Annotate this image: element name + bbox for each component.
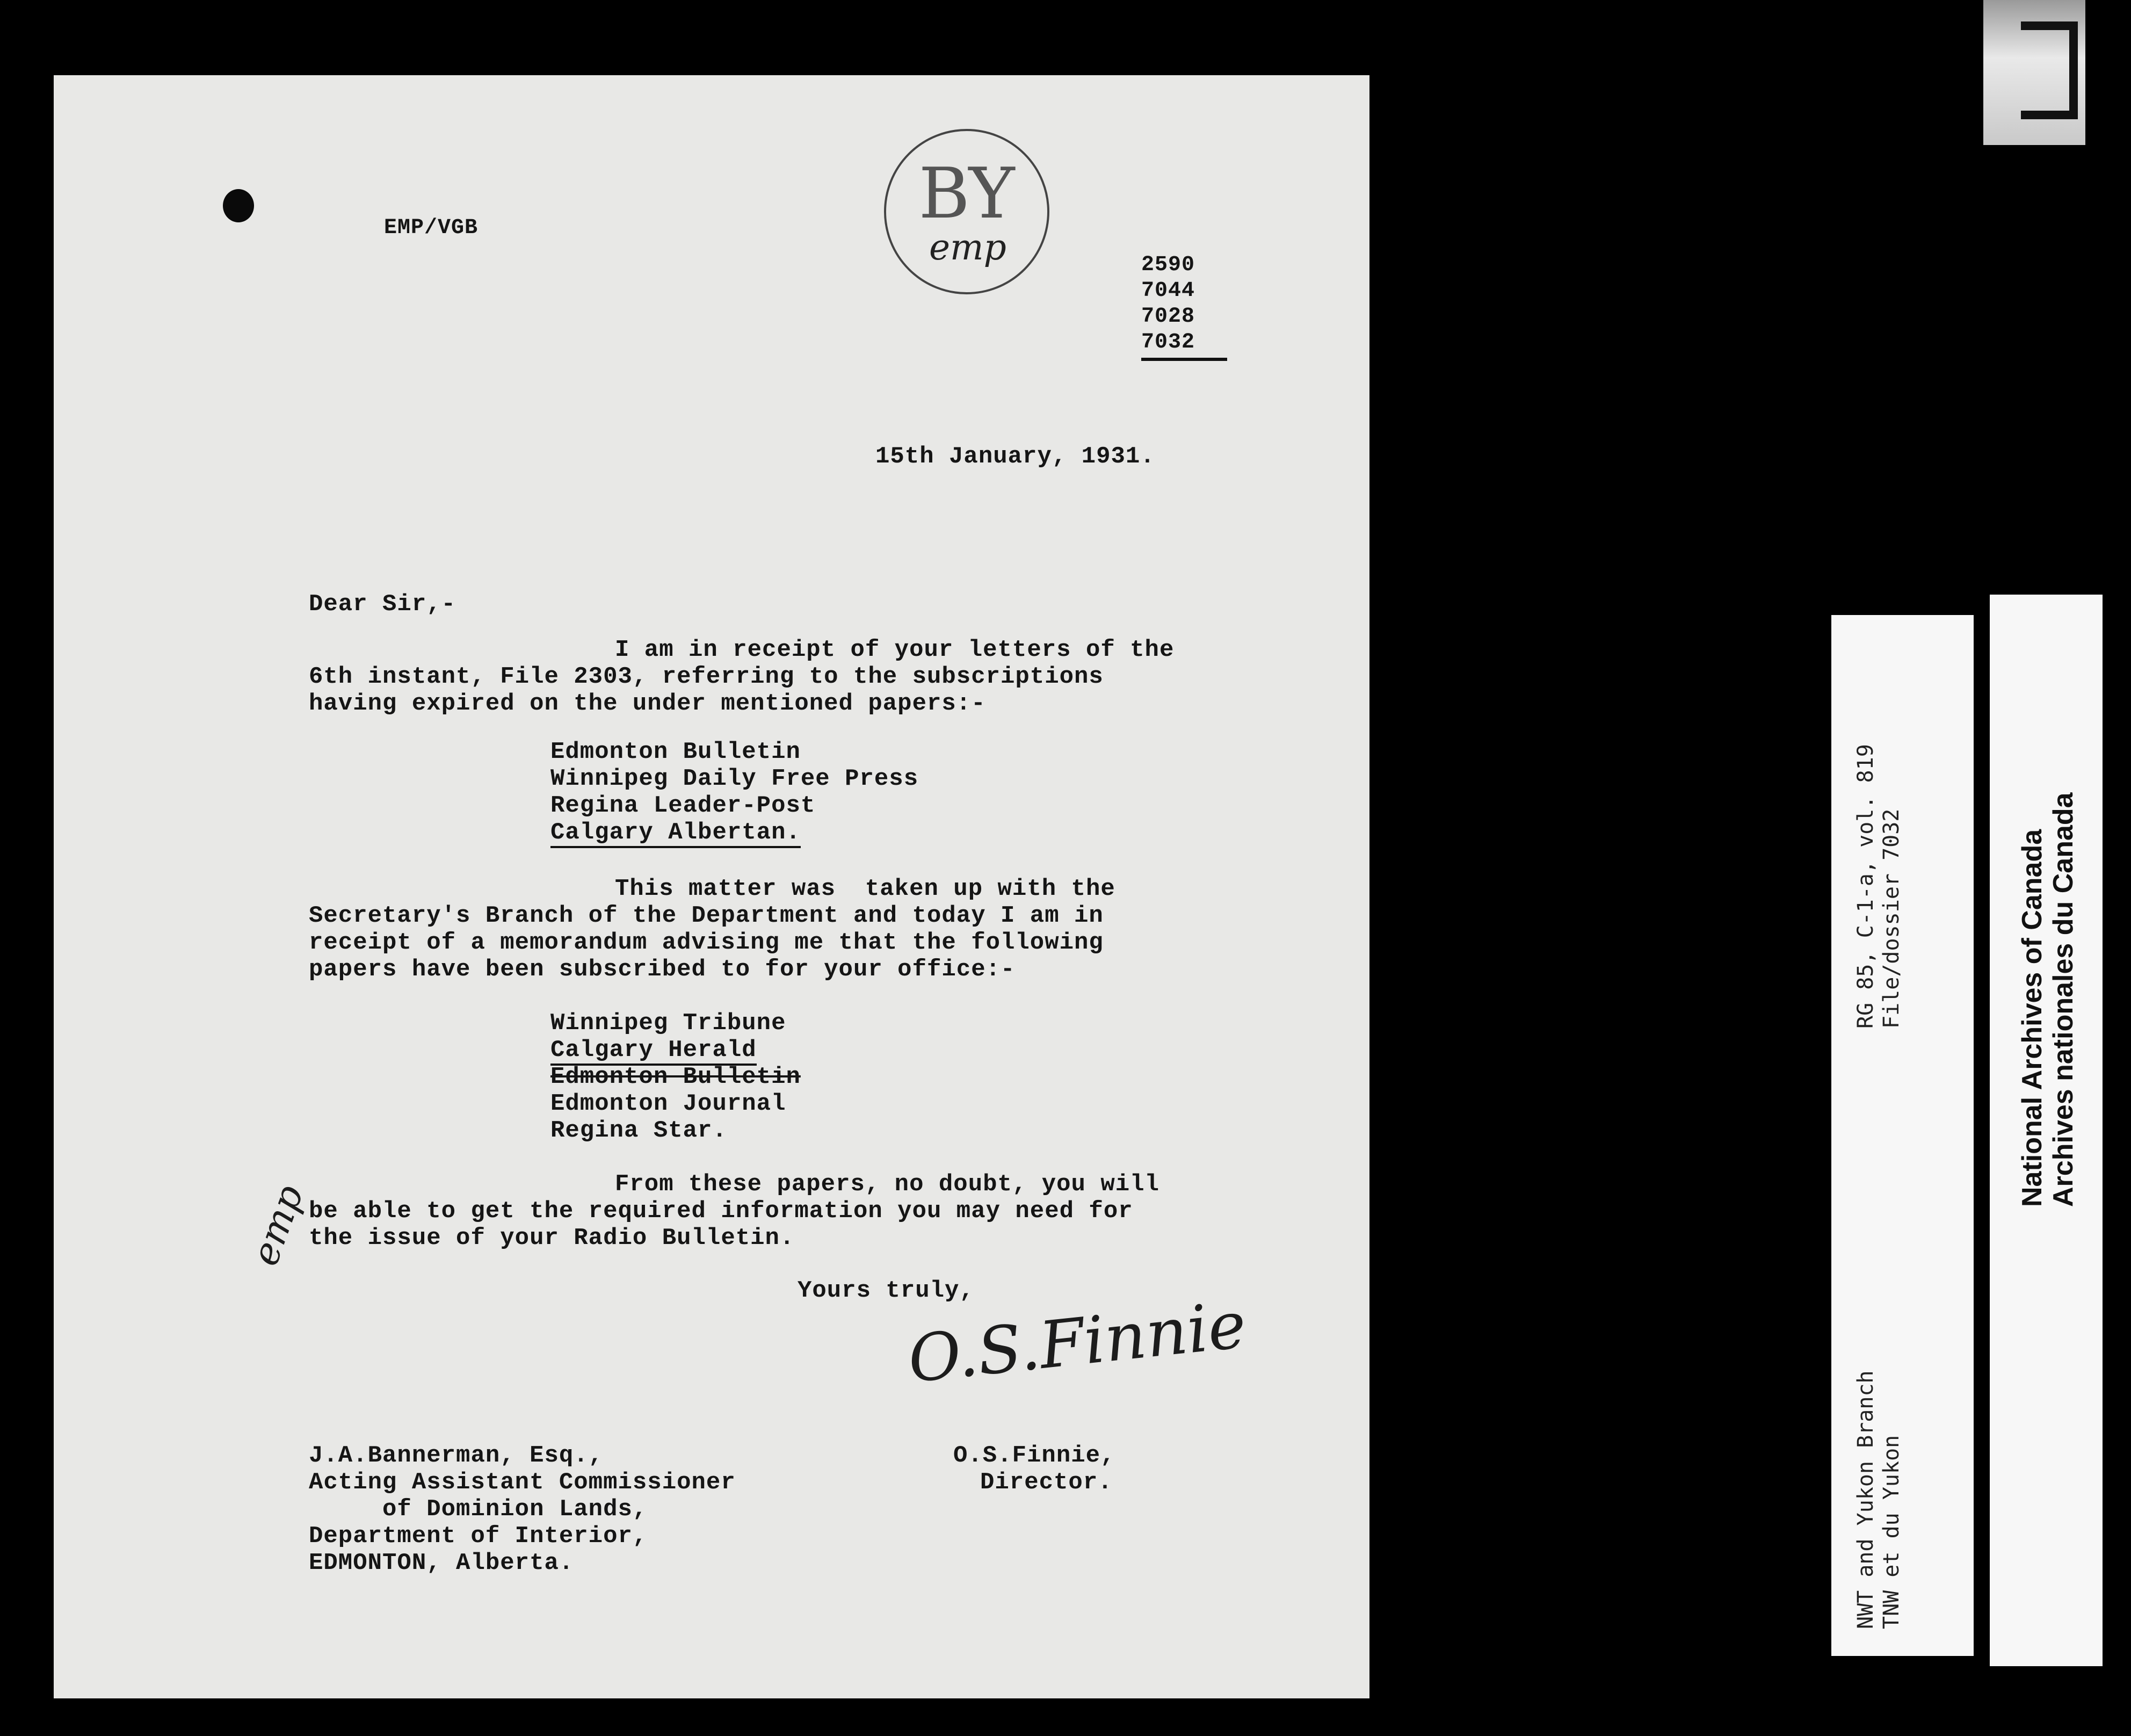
subscribed-paper: Regina Star. [550,1117,727,1144]
archive-reference-b [1853,1370,1904,1629]
signer-name: O.S.Finnie, [953,1442,1115,1469]
expired-paper: Regina Leader-Post [550,792,816,819]
file-number: 7028 [1141,305,1195,329]
paragraph-line: Secretary's Branch of the Department and today I am in [309,902,1104,929]
signer-title: Director. [980,1469,1113,1496]
salutation: Dear Sir,- [309,591,456,618]
paragraph-line: papers have been subscribed to for your office:- [309,956,1016,983]
archive-reference-label [1831,615,1974,1656]
letter-date: 15th January, 1931. [875,443,1155,470]
paragraph-line: I am in receipt of your letters of the [615,636,1175,663]
file-number: 7032 [1141,330,1195,355]
reference-code: EMP/VGB [384,216,479,240]
archive-ref-line: NWT and Yukon Branch [1853,1370,1878,1629]
letter-sheet [54,75,1369,1698]
recipient-line: EDMONTON, Alberta. [309,1550,574,1576]
recipient-line: Department of Interior, [309,1523,648,1550]
subscribed-paper: Edmonton Journal [550,1090,786,1117]
institution-label [1990,595,2103,1666]
institution-name [2017,792,2079,1207]
received-stamp [884,129,1049,294]
paragraph-line: This matter was taken up with the [615,876,1115,902]
subscribed-paper: Edmonton Bulletin [550,1064,801,1090]
institution-line: Archives nationales du Canada [2048,792,2079,1207]
paragraph-line: receipt of a memorandum advising me that the following [309,929,1104,956]
archive-reference-a [1853,744,1904,1029]
microfilm-frame-marker [1983,0,2085,145]
file-number: 7044 [1141,279,1195,303]
expired-paper: Calgary Albertan. [550,819,801,848]
file-number-rule [1141,358,1227,361]
closing: Yours truly, [798,1277,974,1304]
paragraph-line: From these papers, no doubt, you will [615,1171,1159,1198]
archive-ref-line: File/dossier 7032 [1879,808,1904,1029]
stamp-letters: BY [918,153,1015,234]
expired-paper: Edmonton Bulletin [550,739,801,765]
paragraph-line: the issue of your Radio Bulletin. [309,1225,795,1252]
punch-hole [223,189,254,222]
paragraph-line: having expired on the under mentioned papers:- [309,690,986,717]
subscribed-paper: Winnipeg Tribune [550,1010,786,1037]
recipient-line: J.A.Bannerman, Esq., [309,1442,604,1469]
subscribed-paper: Calgary Herald [550,1037,757,1066]
expired-paper: Winnipeg Daily Free Press [550,765,919,792]
file-number: 2590 [1141,253,1195,277]
recipient-line: of Dominion Lands, [309,1496,648,1523]
recipient-line: Acting Assistant Commissioner [309,1469,736,1496]
paragraph-line: 6th instant, File 2303, referring to the subscriptions [309,663,1104,690]
signature: O.S.Finnie [904,1287,1250,1398]
file-numbers [1141,252,1227,361]
frame-bracket-icon [2021,21,2078,119]
archive-ref-line: TNW et du Yukon [1879,1435,1904,1629]
stamp-initials: emp [929,227,1006,268]
archive-ref-line: RG 85, C-1-a, vol. 819 [1853,744,1878,1029]
paragraph-line: be able to get the required information you may need for [309,1198,1133,1225]
institution-line: National Archives of Canada [2017,829,2048,1207]
margin-initials: emp [242,1179,312,1271]
